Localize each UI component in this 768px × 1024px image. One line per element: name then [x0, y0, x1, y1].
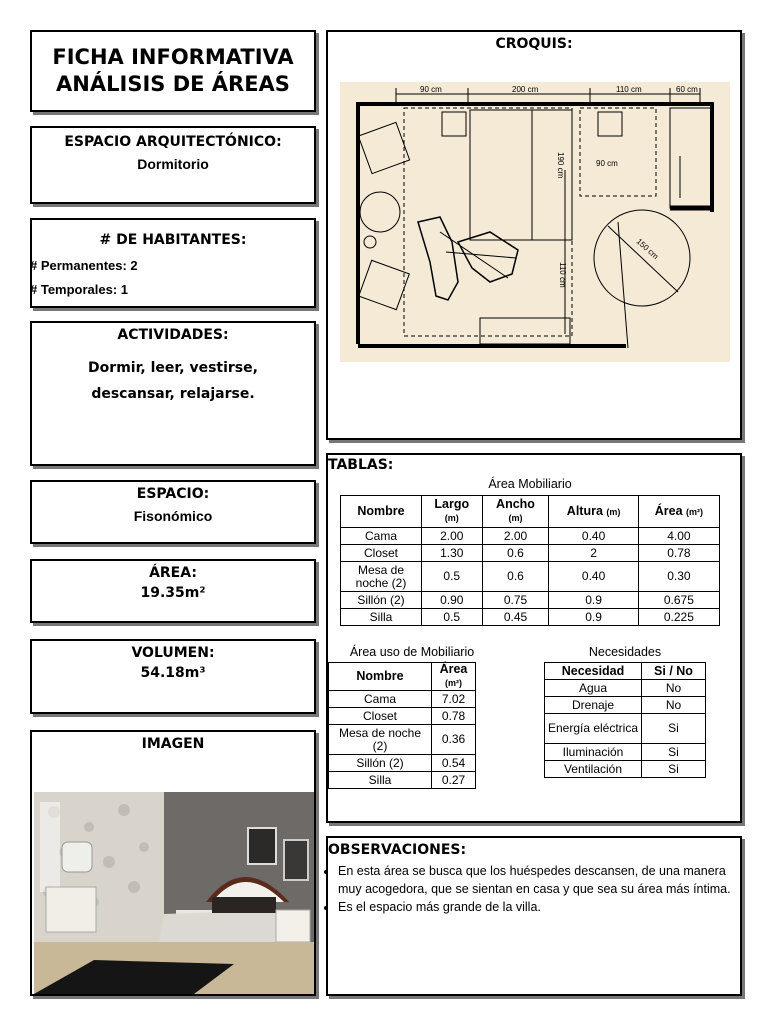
habitantes-temporales: # Temporales: 1 — [30, 282, 129, 297]
dim-110a: 110 cm — [616, 85, 642, 94]
mobiliario-header-row — [341, 496, 720, 528]
mobiliario-caption: Área Mobiliario — [488, 477, 572, 491]
dim-90a: 90 cm — [420, 85, 442, 94]
dim-200: 200 cm — [512, 85, 539, 94]
espacio-arquitectonico-box — [30, 126, 316, 204]
table-row: Mesa de noche (2) 0.5 0.6 0.40 0.30 — [341, 562, 720, 592]
croquis-label: CROQUIS: — [495, 36, 573, 52]
area-label: ÁREA: — [149, 565, 197, 581]
table-row: Agua No — [545, 680, 706, 697]
table-row: Mesa de noche (2) 0.36 — [329, 725, 476, 755]
imagen-box — [30, 730, 316, 996]
necesidades-header-row — [545, 663, 706, 680]
bedroom-photo — [34, 792, 314, 994]
table-row: Cama 2.00 2.00 0.40 4.00 — [341, 528, 720, 545]
volumen-label: VOLUMEN: — [131, 645, 215, 661]
observaciones-label: OBSERVACIONES: — [328, 842, 467, 858]
col-altura: Altura (m) — [549, 496, 638, 528]
actividades-value: Dormir, leer, vestirse, descansar, relajarse. — [88, 360, 258, 402]
table-row: Silla 0.27 — [329, 772, 476, 789]
table-row: Silla 0.5 0.45 0.9 0.225 — [341, 609, 720, 626]
tablas-label: TABLAS: — [328, 457, 394, 473]
table-row: Iluminación Si — [545, 744, 706, 761]
list-item: • En esta área se busca que los huéspedes descansen, de una manera muy acogedora, que se sientan en casa y que sea su área más íntima. — [338, 862, 738, 898]
espacio-label: ESPACIO: — [136, 486, 210, 502]
uso-header-row — [329, 663, 476, 691]
observaciones-list — [328, 862, 738, 916]
area-box — [30, 559, 316, 623]
espacio-box — [30, 480, 316, 544]
croquis-box — [326, 30, 742, 440]
table-row: Energía eléctrica Si — [545, 714, 706, 744]
uso-caption: Área uso de Mobiliario — [349, 645, 475, 659]
dim-60: 60 cm — [676, 85, 698, 94]
uso-table — [328, 662, 476, 789]
dim-90b: 90 cm — [596, 159, 618, 168]
mobiliario-table — [340, 495, 720, 626]
col-area: Área (m²) — [638, 496, 719, 528]
actividades-box — [30, 321, 316, 466]
floor-plan-sketch — [340, 82, 730, 362]
table-row: Sillón (2) 0.90 0.75 0.9 0.675 — [341, 592, 720, 609]
observaciones-box — [326, 836, 742, 996]
col-largo: Largo (m) — [422, 496, 483, 528]
area-value: 19.35m² — [140, 585, 206, 601]
page-title: FICHA INFORMATIVA ANÁLISIS DE ÁREAS — [52, 45, 294, 96]
table-row: Drenaje No — [545, 697, 706, 714]
list-item: • Es el espacio más grande de la villa. — [338, 898, 738, 916]
espacio-arquitectonico-label: ESPACIO ARQUITECTÓNICO: — [64, 134, 282, 150]
necesidades-table — [544, 662, 706, 778]
col-nombre: Nombre — [329, 663, 432, 691]
espacio-arquitectonico-value: Dormitorio — [137, 156, 209, 172]
dim-150: 150 cm — [634, 236, 661, 262]
actividades-label: ACTIVIDADES: — [117, 327, 229, 343]
col-area: Área (m²) — [432, 663, 476, 691]
espacio-value: Fisonómico — [133, 508, 213, 524]
col-ancho: Ancho (m) — [482, 496, 549, 528]
col-necesidad: Necesidad — [545, 663, 642, 680]
dim-110b: 110 cm — [558, 262, 567, 288]
table-row: Closet 1.30 0.6 2 0.78 — [341, 545, 720, 562]
col-nombre: Nombre — [341, 496, 422, 528]
table-row: Ventilación Si — [545, 761, 706, 778]
habitantes-permanentes: # Permanentes: 2 — [30, 258, 138, 273]
col-sino: Si / No — [642, 663, 706, 680]
tablas-box — [326, 453, 742, 823]
table-row: Closet 0.78 — [329, 708, 476, 725]
habitantes-label: # DE HABITANTES: — [99, 232, 247, 248]
title-box — [30, 30, 316, 112]
table-row: Cama 7.02 — [329, 691, 476, 708]
imagen-label: IMAGEN — [141, 736, 205, 752]
necesidades-caption: Necesidades — [588, 645, 662, 659]
volumen-value: 54.18m³ — [140, 665, 206, 681]
dim-190: 190 cm — [556, 152, 565, 179]
table-row: Sillón (2) 0.54 — [329, 755, 476, 772]
habitantes-box — [30, 218, 316, 308]
volumen-box — [30, 639, 316, 714]
